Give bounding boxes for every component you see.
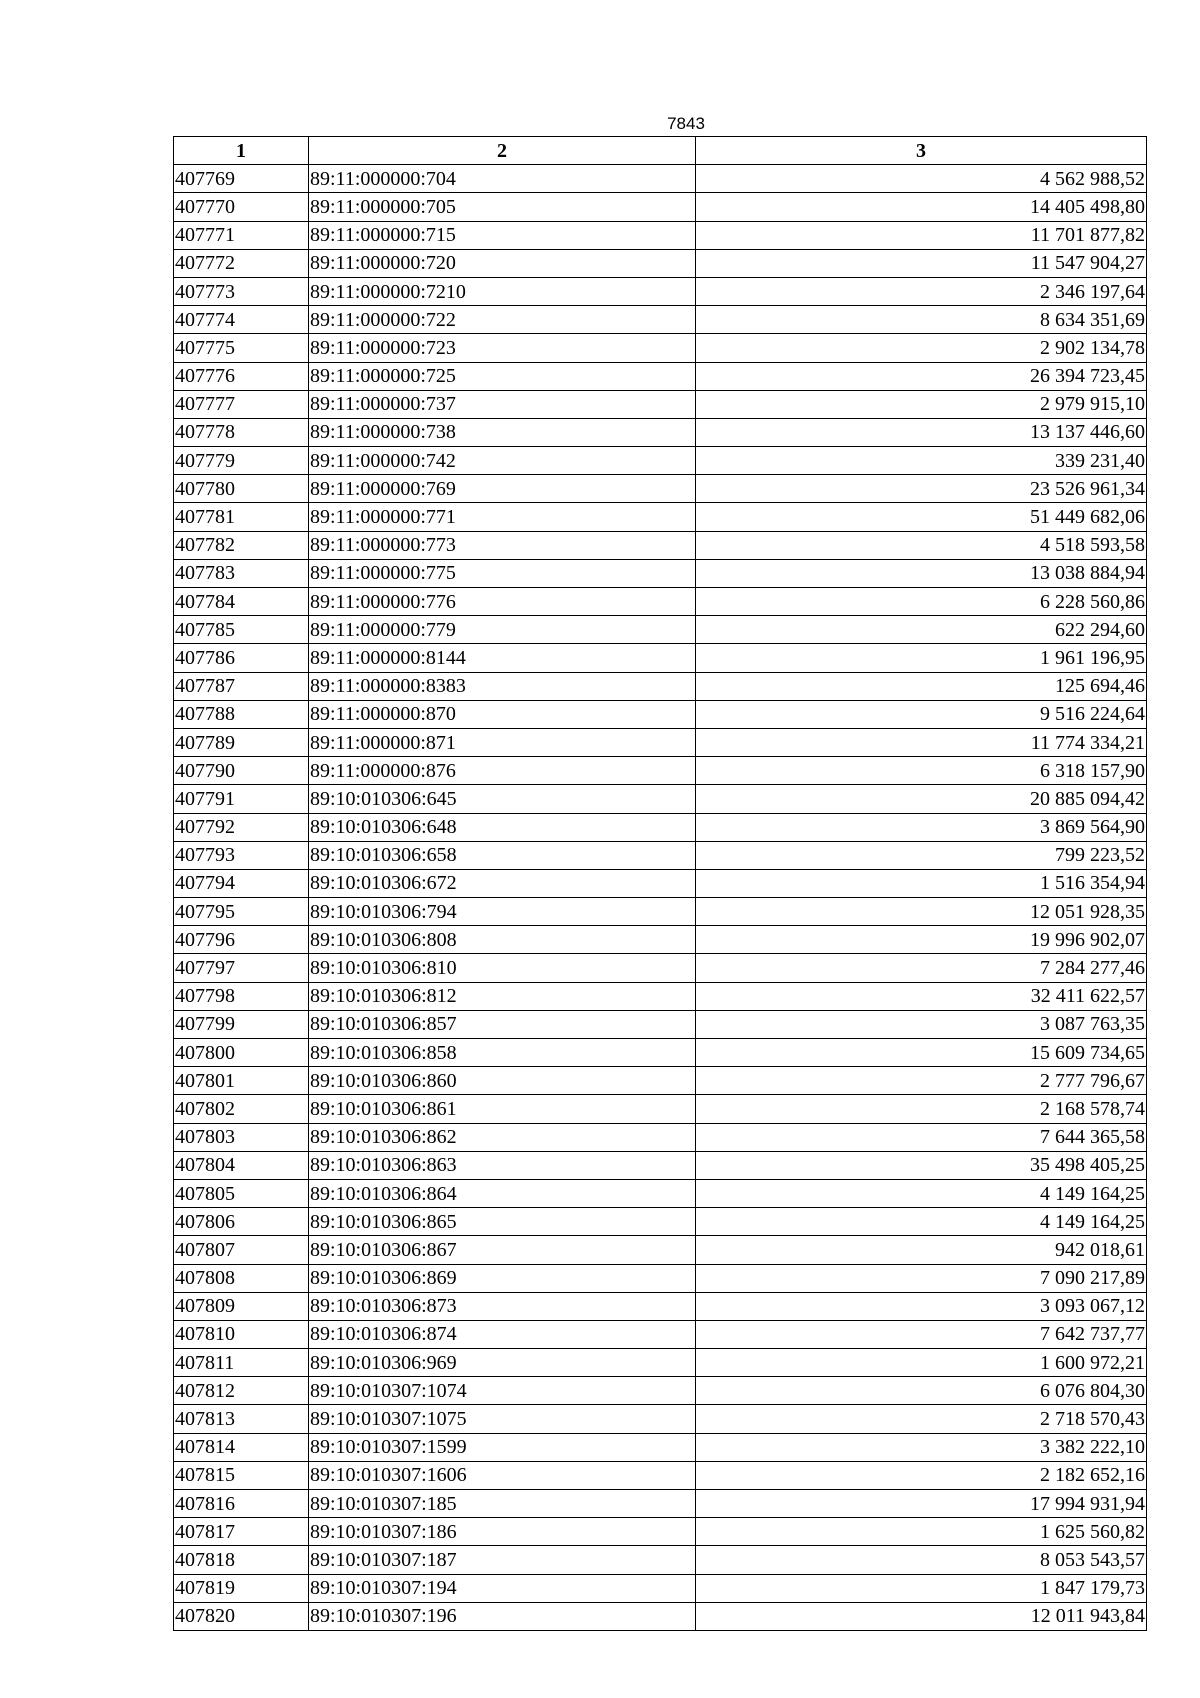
cadastral-number-cell: 89:10:010307:187 xyxy=(309,1546,696,1574)
row-number-cell: 407795 xyxy=(174,898,309,926)
table-row xyxy=(174,785,1147,813)
table-row xyxy=(174,1264,1147,1292)
table-row xyxy=(174,165,1147,193)
row-number-cell: 407777 xyxy=(174,390,309,418)
table-row xyxy=(174,1490,1147,1518)
row-number-cell: 407774 xyxy=(174,306,309,334)
cadastral-value-cell: 8 634 351,69 xyxy=(696,306,1147,334)
table-row xyxy=(174,249,1147,277)
row-number-cell: 407787 xyxy=(174,672,309,700)
cadastral-number-cell: 89:11:000000:722 xyxy=(309,306,696,334)
row-number-cell: 407803 xyxy=(174,1123,309,1151)
cadastral-number-cell: 89:11:000000:723 xyxy=(309,334,696,362)
cadastral-number-cell: 89:10:010307:1606 xyxy=(309,1461,696,1489)
row-number-cell: 407817 xyxy=(174,1518,309,1546)
row-number-cell: 407779 xyxy=(174,447,309,475)
cadastral-value-cell: 2 777 796,67 xyxy=(696,1067,1147,1095)
column-header-1: 1 xyxy=(174,137,309,165)
table-row xyxy=(174,503,1147,531)
table-row xyxy=(174,418,1147,446)
cadastral-number-cell: 89:11:000000:771 xyxy=(309,503,696,531)
cadastral-number-cell: 89:11:000000:775 xyxy=(309,559,696,587)
table-row xyxy=(174,1039,1147,1067)
cadastral-number-cell: 89:10:010306:874 xyxy=(309,1320,696,1348)
cadastral-number-cell: 89:11:000000:871 xyxy=(309,728,696,756)
cadastral-number-cell: 89:11:000000:715 xyxy=(309,221,696,249)
cadastral-value-cell: 14 405 498,80 xyxy=(696,193,1147,221)
cadastral-number-cell: 89:11:000000:8144 xyxy=(309,644,696,672)
cadastral-value-cell: 12 051 928,35 xyxy=(696,898,1147,926)
table-row xyxy=(174,306,1147,334)
row-number-cell: 407785 xyxy=(174,616,309,644)
cadastral-number-cell: 89:11:000000:8383 xyxy=(309,672,696,700)
cadastral-number-cell: 89:10:010306:672 xyxy=(309,869,696,897)
cadastral-number-cell: 89:11:000000:870 xyxy=(309,700,696,728)
cadastral-value-cell: 7 644 365,58 xyxy=(696,1123,1147,1151)
table-row xyxy=(174,1151,1147,1179)
table-row xyxy=(174,1461,1147,1489)
row-number-cell: 407788 xyxy=(174,700,309,728)
table-header-row xyxy=(174,137,1147,165)
cadastral-value-cell: 11 547 904,27 xyxy=(696,249,1147,277)
row-number-cell: 407792 xyxy=(174,813,309,841)
row-number-cell: 407806 xyxy=(174,1208,309,1236)
table-row xyxy=(174,700,1147,728)
row-number-cell: 407784 xyxy=(174,588,309,616)
cadastral-value-cell: 3 087 763,35 xyxy=(696,1010,1147,1038)
row-number-cell: 407778 xyxy=(174,418,309,446)
table-row xyxy=(174,588,1147,616)
cadastral-number-cell: 89:11:000000:725 xyxy=(309,362,696,390)
table-row xyxy=(174,1010,1147,1038)
row-number-cell: 407809 xyxy=(174,1292,309,1320)
cadastral-number-cell: 89:10:010306:969 xyxy=(309,1349,696,1377)
cadastral-number-cell: 89:10:010306:862 xyxy=(309,1123,696,1151)
table-row xyxy=(174,362,1147,390)
row-number-cell: 407811 xyxy=(174,1349,309,1377)
row-number-cell: 407775 xyxy=(174,334,309,362)
cadastral-value-cell: 15 609 734,65 xyxy=(696,1039,1147,1067)
cadastral-number-cell: 89:10:010306:658 xyxy=(309,841,696,869)
cadastral-value-cell: 23 526 961,34 xyxy=(696,475,1147,503)
cadastral-value-cell: 3 382 222,10 xyxy=(696,1433,1147,1461)
table-row xyxy=(174,1208,1147,1236)
cadastral-value-cell: 4 562 988,52 xyxy=(696,165,1147,193)
table-row xyxy=(174,221,1147,249)
cadastral-number-cell: 89:10:010306:858 xyxy=(309,1039,696,1067)
row-number-cell: 407797 xyxy=(174,954,309,982)
cadastral-value-cell: 942 018,61 xyxy=(696,1236,1147,1264)
cadastral-value-cell: 20 885 094,42 xyxy=(696,785,1147,813)
cadastral-number-cell: 89:10:010306:857 xyxy=(309,1010,696,1038)
cadastral-number-cell: 89:11:000000:769 xyxy=(309,475,696,503)
row-number-cell: 407773 xyxy=(174,277,309,305)
cadastral-value-cell: 11 701 877,82 xyxy=(696,221,1147,249)
cadastral-value-cell: 2 718 570,43 xyxy=(696,1405,1147,1433)
cadastral-value-cell: 9 516 224,64 xyxy=(696,700,1147,728)
row-number-cell: 407783 xyxy=(174,559,309,587)
cadastral-number-cell: 89:11:000000:7210 xyxy=(309,277,696,305)
table-row xyxy=(174,1292,1147,1320)
cadastral-value-cell: 6 318 157,90 xyxy=(696,757,1147,785)
row-number-cell: 407814 xyxy=(174,1433,309,1461)
table-row xyxy=(174,1546,1147,1574)
cadastral-number-cell: 89:10:010306:865 xyxy=(309,1208,696,1236)
cadastral-value-cell: 1 961 196,95 xyxy=(696,644,1147,672)
table-row xyxy=(174,1320,1147,1348)
cadastral-value-cell: 2 168 578,74 xyxy=(696,1095,1147,1123)
table-row xyxy=(174,644,1147,672)
table-row xyxy=(174,954,1147,982)
cadastral-number-cell: 89:10:010306:869 xyxy=(309,1264,696,1292)
cadastral-value-cell: 17 994 931,94 xyxy=(696,1490,1147,1518)
cadastral-number-cell: 89:11:000000:779 xyxy=(309,616,696,644)
cadastral-value-cell: 1 600 972,21 xyxy=(696,1349,1147,1377)
cadastral-number-cell: 89:10:010306:648 xyxy=(309,813,696,841)
row-number-cell: 407816 xyxy=(174,1490,309,1518)
row-number-cell: 407796 xyxy=(174,926,309,954)
cadastral-value-cell: 19 996 902,07 xyxy=(696,926,1147,954)
cadastral-number-cell: 89:11:000000:876 xyxy=(309,757,696,785)
cadastral-value-cell: 26 394 723,45 xyxy=(696,362,1147,390)
table-row xyxy=(174,1095,1147,1123)
cadastral-value-cell: 4 149 164,25 xyxy=(696,1179,1147,1207)
row-number-cell: 407772 xyxy=(174,249,309,277)
cadastral-number-cell: 89:10:010306:794 xyxy=(309,898,696,926)
row-number-cell: 407813 xyxy=(174,1405,309,1433)
cadastral-value-cell: 6 228 560,86 xyxy=(696,588,1147,616)
cadastral-value-cell: 51 449 682,06 xyxy=(696,503,1147,531)
row-number-cell: 407770 xyxy=(174,193,309,221)
cadastral-value-cell: 1 847 179,73 xyxy=(696,1574,1147,1602)
column-header-2: 2 xyxy=(309,137,696,165)
table-row xyxy=(174,982,1147,1010)
row-number-cell: 407790 xyxy=(174,757,309,785)
cadastral-number-cell: 89:10:010306:810 xyxy=(309,954,696,982)
row-number-cell: 407807 xyxy=(174,1236,309,1264)
table-row xyxy=(174,1179,1147,1207)
row-number-cell: 407819 xyxy=(174,1574,309,1602)
row-number-cell: 407812 xyxy=(174,1377,309,1405)
cadastral-value-cell: 7 642 737,77 xyxy=(696,1320,1147,1348)
cadastral-number-cell: 89:11:000000:720 xyxy=(309,249,696,277)
row-number-cell: 407771 xyxy=(174,221,309,249)
cadastral-value-cell: 799 223,52 xyxy=(696,841,1147,869)
cadastral-value-cell: 622 294,60 xyxy=(696,616,1147,644)
cadastral-number-cell: 89:11:000000:776 xyxy=(309,588,696,616)
table-row xyxy=(174,616,1147,644)
cadastral-value-cell: 125 694,46 xyxy=(696,672,1147,700)
cadastral-number-cell: 89:10:010306:867 xyxy=(309,1236,696,1264)
column-header-3: 3 xyxy=(696,137,1147,165)
cadastral-value-cell: 13 038 884,94 xyxy=(696,559,1147,587)
cadastral-number-cell: 89:11:000000:742 xyxy=(309,447,696,475)
cadastral-number-cell: 89:10:010307:1075 xyxy=(309,1405,696,1433)
cadastral-value-cell: 4 518 593,58 xyxy=(696,531,1147,559)
table-row xyxy=(174,757,1147,785)
table-row xyxy=(174,390,1147,418)
row-number-cell: 407820 xyxy=(174,1602,309,1630)
cadastral-value-cell: 339 231,40 xyxy=(696,447,1147,475)
cadastral-value-cell: 7 090 217,89 xyxy=(696,1264,1147,1292)
cadastral-value-cell: 1 625 560,82 xyxy=(696,1518,1147,1546)
row-number-cell: 407801 xyxy=(174,1067,309,1095)
table-row xyxy=(174,1123,1147,1151)
row-number-cell: 407798 xyxy=(174,982,309,1010)
table-row xyxy=(174,1574,1147,1602)
row-number-cell: 407789 xyxy=(174,728,309,756)
cadastral-number-cell: 89:10:010306:808 xyxy=(309,926,696,954)
cadastral-value-cell: 8 053 543,57 xyxy=(696,1546,1147,1574)
table-row xyxy=(174,1349,1147,1377)
cadastral-number-cell: 89:10:010307:196 xyxy=(309,1602,696,1630)
table-row xyxy=(174,869,1147,897)
row-number-cell: 407793 xyxy=(174,841,309,869)
table-row xyxy=(174,813,1147,841)
cadastral-value-cell: 3 093 067,12 xyxy=(696,1292,1147,1320)
row-number-cell: 407781 xyxy=(174,503,309,531)
cadastral-number-cell: 89:10:010307:1074 xyxy=(309,1377,696,1405)
cadastral-number-cell: 89:10:010306:864 xyxy=(309,1179,696,1207)
cadastral-number-cell: 89:10:010307:185 xyxy=(309,1490,696,1518)
table-row xyxy=(174,1518,1147,1546)
table-row xyxy=(174,728,1147,756)
cadastral-value-cell: 7 284 277,46 xyxy=(696,954,1147,982)
table-row xyxy=(174,277,1147,305)
table-row xyxy=(174,193,1147,221)
table-row xyxy=(174,1377,1147,1405)
table-row xyxy=(174,1405,1147,1433)
cadastral-value-cell: 3 869 564,90 xyxy=(696,813,1147,841)
cadastral-number-cell: 89:10:010306:873 xyxy=(309,1292,696,1320)
row-number-cell: 407810 xyxy=(174,1320,309,1348)
row-number-cell: 407805 xyxy=(174,1179,309,1207)
cadastral-number-cell: 89:11:000000:738 xyxy=(309,418,696,446)
table-row xyxy=(174,475,1147,503)
table-row xyxy=(174,531,1147,559)
cadastral-value-cell: 32 411 622,57 xyxy=(696,982,1147,1010)
row-number-cell: 407786 xyxy=(174,644,309,672)
row-number-cell: 407804 xyxy=(174,1151,309,1179)
page-number: 7843 xyxy=(667,114,705,133)
row-number-cell: 407769 xyxy=(174,165,309,193)
table-row xyxy=(174,672,1147,700)
row-number-cell: 407808 xyxy=(174,1264,309,1292)
table-row xyxy=(174,1067,1147,1095)
cadastral-number-cell: 89:10:010307:1599 xyxy=(309,1433,696,1461)
table-body xyxy=(174,165,1147,1631)
row-number-cell: 407782 xyxy=(174,531,309,559)
table-row xyxy=(174,926,1147,954)
cadastral-value-cell: 6 076 804,30 xyxy=(696,1377,1147,1405)
cadastral-value-cell: 4 149 164,25 xyxy=(696,1208,1147,1236)
row-number-cell: 407794 xyxy=(174,869,309,897)
cadastral-value-cell: 2 182 652,16 xyxy=(696,1461,1147,1489)
cadastral-number-cell: 89:10:010306:645 xyxy=(309,785,696,813)
row-number-cell: 407780 xyxy=(174,475,309,503)
cadastral-value-cell: 11 774 334,21 xyxy=(696,728,1147,756)
cadastral-number-cell: 89:10:010307:186 xyxy=(309,1518,696,1546)
table-row xyxy=(174,841,1147,869)
cadastral-value-cell: 2 346 197,64 xyxy=(696,277,1147,305)
table-row xyxy=(174,334,1147,362)
cadastral-value-cell: 12 011 943,84 xyxy=(696,1602,1147,1630)
cadastral-number-cell: 89:11:000000:705 xyxy=(309,193,696,221)
row-number-cell: 407799 xyxy=(174,1010,309,1038)
row-number-cell: 407791 xyxy=(174,785,309,813)
table-row xyxy=(174,1433,1147,1461)
table-row xyxy=(174,559,1147,587)
table-row xyxy=(174,1602,1147,1630)
row-number-cell: 407802 xyxy=(174,1095,309,1123)
table-row xyxy=(174,447,1147,475)
cadastral-number-cell: 89:11:000000:704 xyxy=(309,165,696,193)
cadastral-value-cell: 35 498 405,25 xyxy=(696,1151,1147,1179)
cadastral-number-cell: 89:10:010306:863 xyxy=(309,1151,696,1179)
cadastral-number-cell: 89:11:000000:737 xyxy=(309,390,696,418)
cadastral-number-cell: 89:10:010306:812 xyxy=(309,982,696,1010)
row-number-cell: 407776 xyxy=(174,362,309,390)
row-number-cell: 407818 xyxy=(174,1546,309,1574)
cadastral-number-cell: 89:11:000000:773 xyxy=(309,531,696,559)
cadastral-number-cell: 89:10:010306:861 xyxy=(309,1095,696,1123)
table-row xyxy=(174,1236,1147,1264)
cadastral-value-cell: 13 137 446,60 xyxy=(696,418,1147,446)
row-number-cell: 407800 xyxy=(174,1039,309,1067)
cadastral-number-cell: 89:10:010306:860 xyxy=(309,1067,696,1095)
cadastral-number-cell: 89:10:010307:194 xyxy=(309,1574,696,1602)
cadastral-value-cell: 2 979 915,10 xyxy=(696,390,1147,418)
cadastral-value-table xyxy=(173,136,1147,1631)
cadastral-value-cell: 2 902 134,78 xyxy=(696,334,1147,362)
row-number-cell: 407815 xyxy=(174,1461,309,1489)
cadastral-value-cell: 1 516 354,94 xyxy=(696,869,1147,897)
table-row xyxy=(174,898,1147,926)
